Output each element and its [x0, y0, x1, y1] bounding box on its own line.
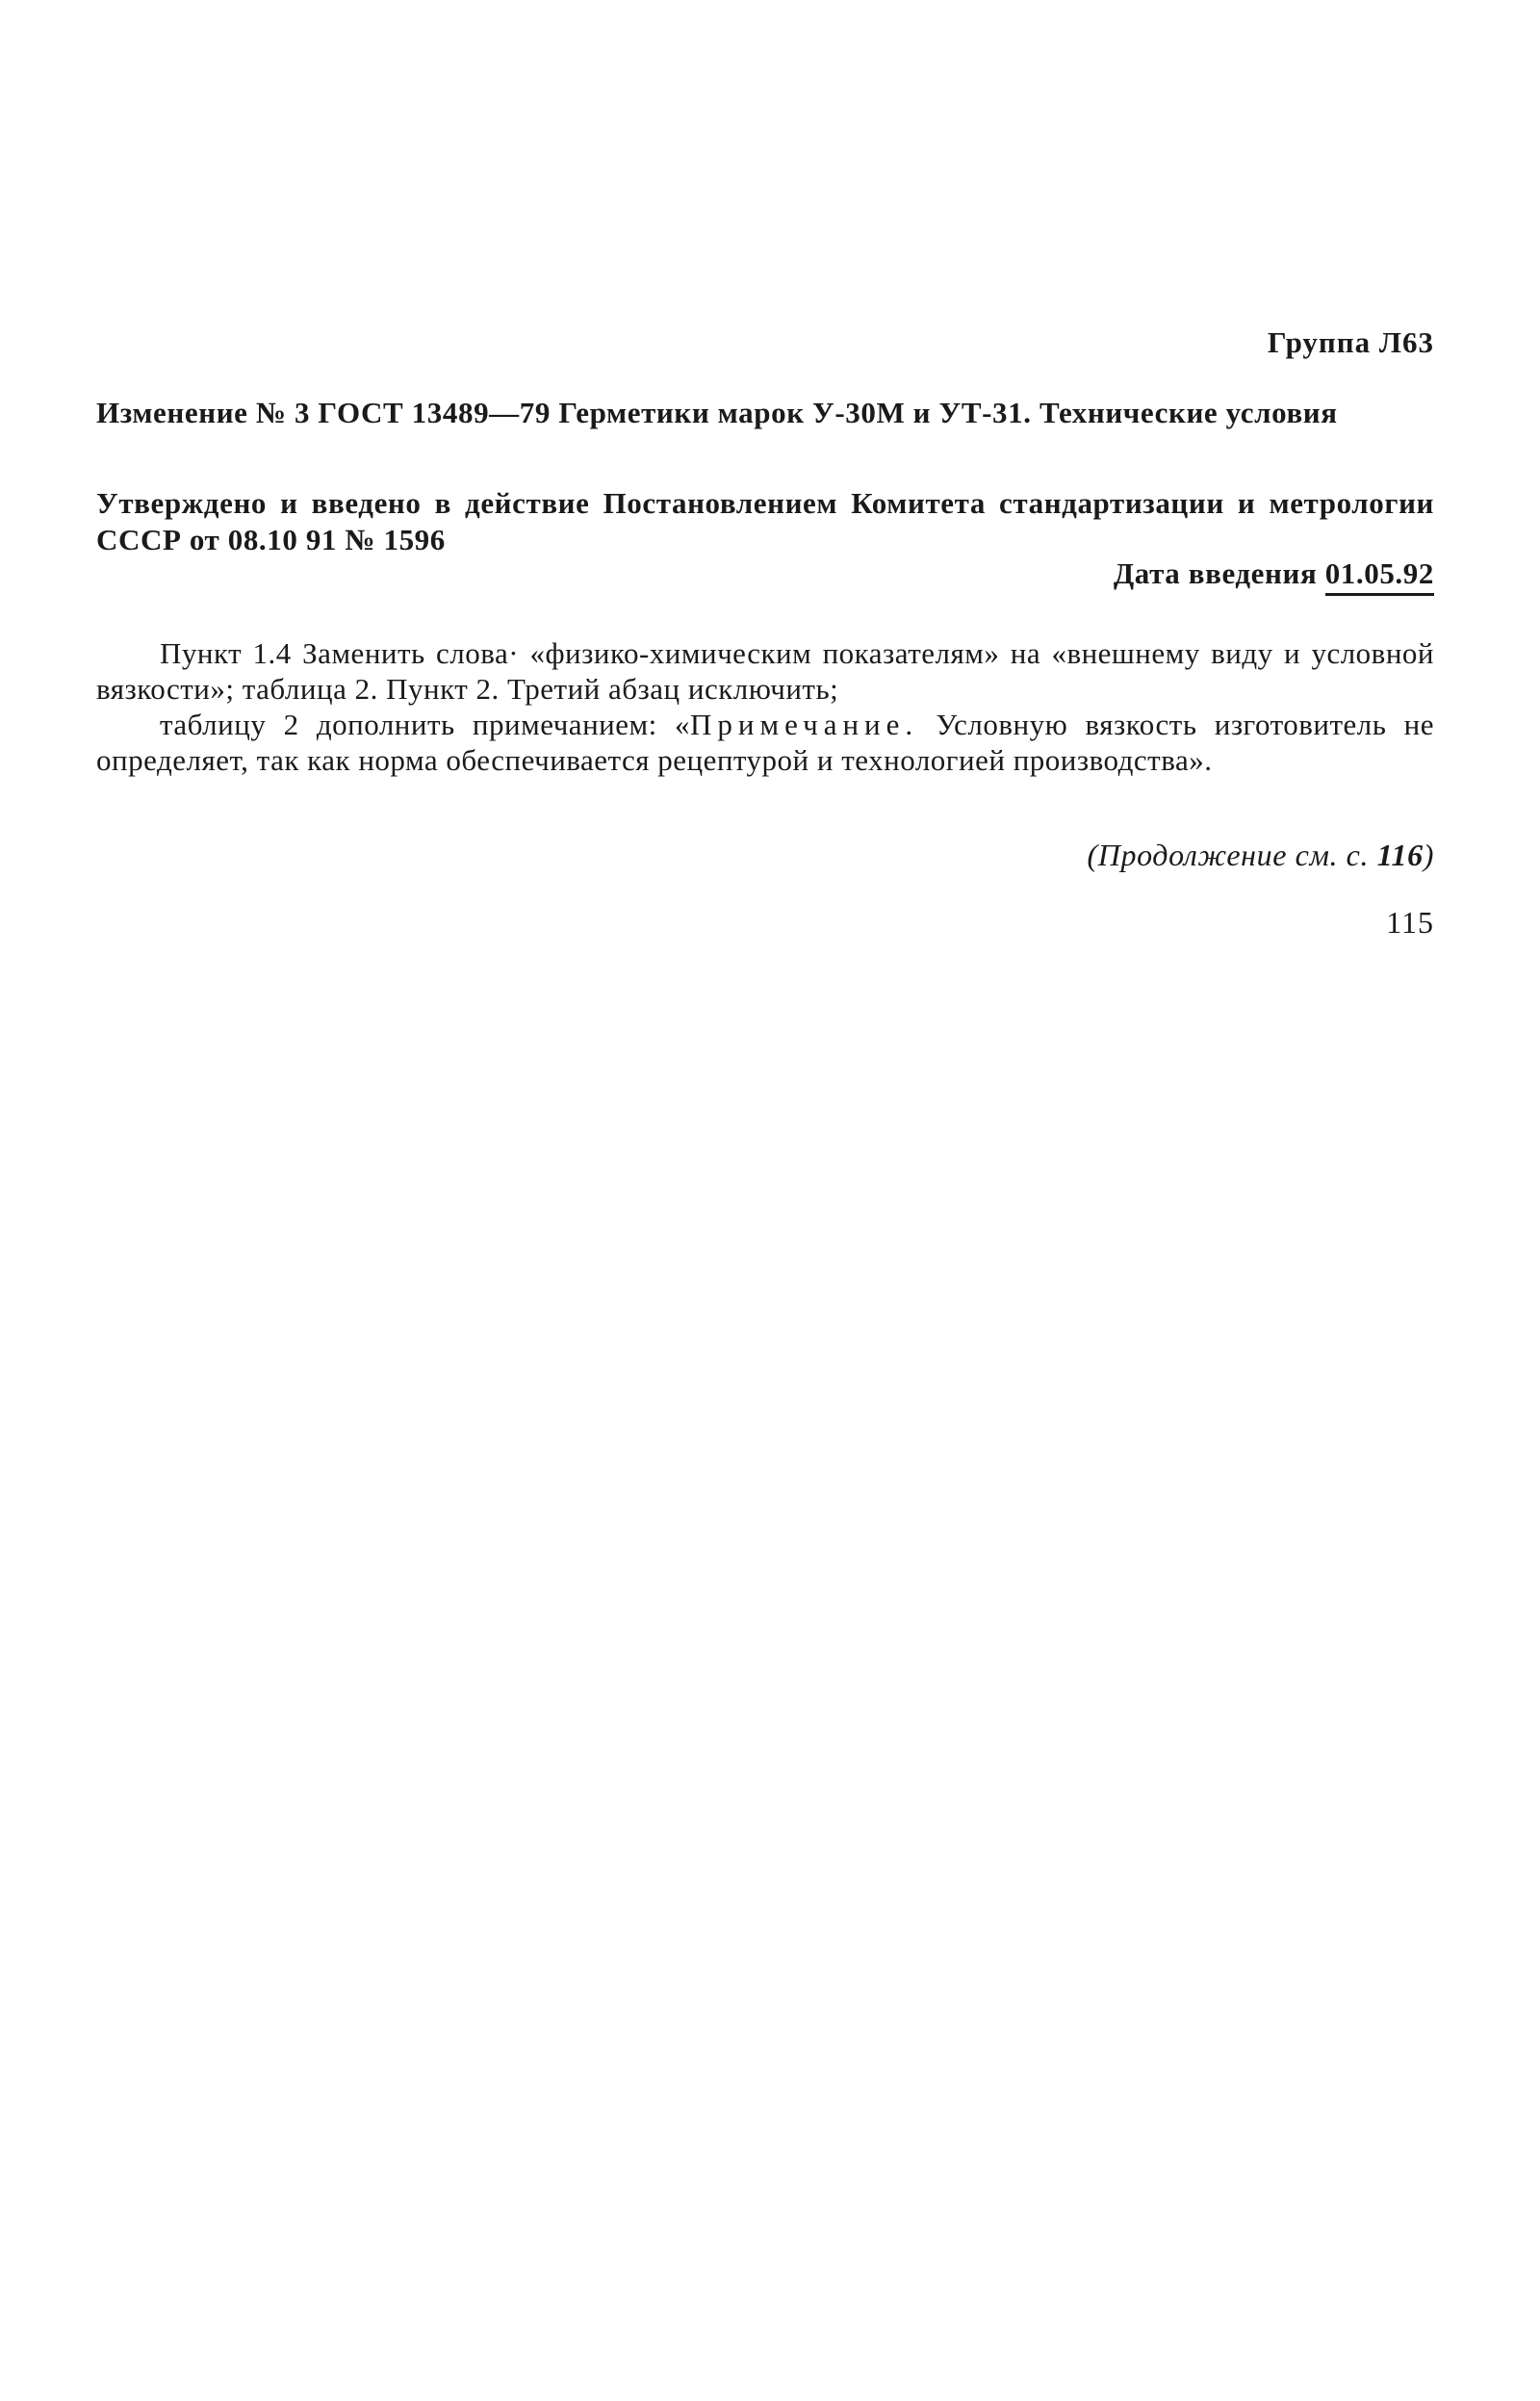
paragraph-2: [96, 707, 1434, 778]
continuation-page: 116: [1376, 838, 1424, 872]
continuation-close: ): [1423, 838, 1434, 872]
intro-date-value: 01.05.92: [1325, 556, 1434, 596]
intro-date: [1114, 556, 1434, 595]
paragraph-2-start: таблицу 2 дополнить примечанием: «: [160, 708, 691, 741]
body-text: [96, 635, 1434, 778]
page-number: 115: [1386, 905, 1434, 940]
group-label: Группа Л63: [1267, 325, 1434, 359]
intro-date-label: Дата введения: [1113, 556, 1318, 590]
note-word: Примечание.: [690, 708, 919, 741]
paragraph-1: Пункт 1.4 Заменить слова· «физико-химическим показателям» на «внешнему виду и условной вязкости»; таблица 2. Пункт 2. Третий абзац исключить;: [96, 636, 1434, 706]
continuation-note: [1088, 838, 1434, 873]
approval-statement: Утверждено и введено в действие Постановлением Комитета стандартизации и метрологии СССР от 08.10 91 № 1596: [96, 486, 1434, 556]
paragraph-2-end: Условную вязкость изготовитель не определяет, так как норма обеспечивается рецептурой и технологией производства».: [96, 708, 1434, 777]
continuation-text: (Продолжение см. с.: [1087, 838, 1377, 872]
change-title: Изменение № 3 ГОСТ 13489—79 Герметики марок У-30М и УТ-31. Технические условия: [96, 396, 1338, 429]
